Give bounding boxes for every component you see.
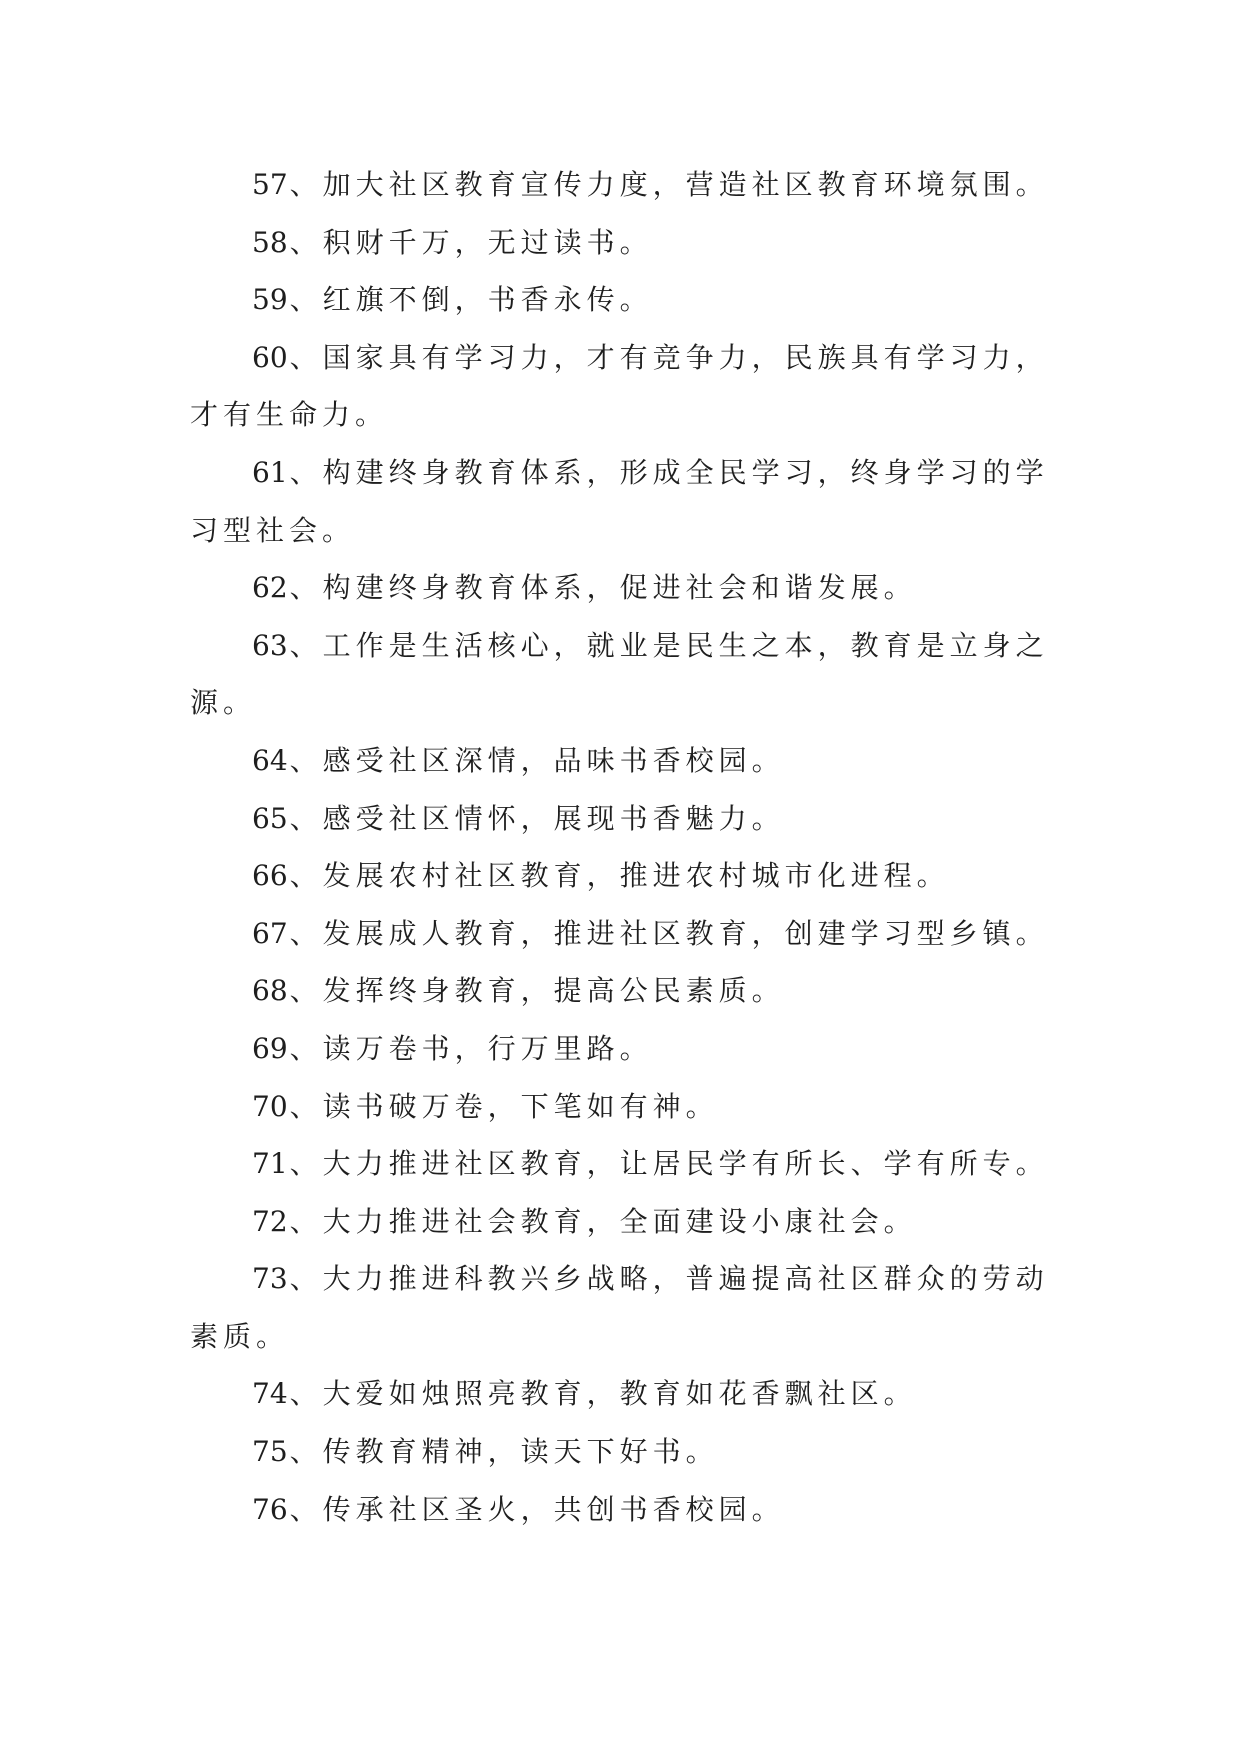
item-number: 59 — [252, 283, 288, 317]
item-text: 、大力推进社区教育，让居民学有所长、学有所专。 — [289, 1147, 1049, 1181]
item-text: 、积财千万，无过读书。 — [289, 225, 653, 259]
list-item — [190, 905, 1050, 963]
item-text: 、工作是生活核心，就业是民生之本，教育是立身之源。 — [190, 628, 1049, 720]
item-number: 57 — [252, 168, 288, 201]
item-text: 、感受社区情怀，展现书香魅力。 — [289, 801, 785, 835]
list-item — [190, 617, 1050, 732]
list-item — [190, 732, 1050, 790]
item-number: 73 — [252, 1262, 288, 1296]
item-text: 、国家具有学习力，才有竞争力，民族具有学习力，才有生命力。 — [190, 340, 1049, 432]
list-item — [190, 156, 1050, 214]
item-number: 69 — [252, 1031, 288, 1065]
item-number: 75 — [252, 1435, 288, 1469]
item-number: 63 — [252, 628, 288, 662]
list-item — [190, 847, 1050, 905]
document-body — [190, 156, 1050, 1538]
item-text: 、读书破万卷，下笔如有神。 — [289, 1089, 719, 1123]
item-text: 、读万卷书，行万里路。 — [289, 1031, 653, 1065]
item-number: 60 — [252, 340, 288, 374]
item-number: 61 — [252, 455, 288, 489]
item-number: 71 — [252, 1147, 288, 1181]
list-item — [190, 1193, 1050, 1251]
item-text: 、大力推进社会教育，全面建设小康社会。 — [289, 1204, 917, 1238]
item-text: 、大力推进科教兴乡战略，普遍提高社区群众的劳动素质。 — [190, 1262, 1049, 1353]
item-text: 、传教育精神，读天下好书。 — [289, 1435, 719, 1469]
item-number: 70 — [252, 1089, 288, 1123]
item-number: 74 — [252, 1377, 288, 1411]
item-number: 72 — [252, 1204, 288, 1238]
item-text: 、感受社区深情，品味书香校园。 — [289, 743, 785, 777]
item-text: 、发挥终身教育，提高公民素质。 — [289, 974, 785, 1008]
list-item — [190, 329, 1050, 444]
list-item — [190, 444, 1050, 559]
item-text: 、发展成人教育，推进社区教育，创建学习型乡镇。 — [289, 916, 1049, 950]
item-number: 66 — [252, 859, 288, 893]
item-text: 、传承社区圣火，共创书香校园。 — [289, 1492, 785, 1526]
item-number: 68 — [252, 974, 288, 1008]
list-item — [190, 790, 1050, 848]
list-item — [190, 1365, 1050, 1423]
item-number: 58 — [252, 225, 288, 259]
list-item — [190, 962, 1050, 1020]
list-item — [190, 271, 1050, 329]
list-item — [190, 1135, 1050, 1193]
item-text: 、发展农村社区教育，推进农村城市化进程。 — [289, 859, 950, 893]
item-number: 62 — [252, 571, 288, 605]
item-text: 、加大社区教育宣传力度，营造社区教育环境氛围。 — [289, 168, 1049, 201]
item-number: 64 — [252, 743, 288, 777]
item-text: 、大爱如烛照亮教育，教育如花香飘社区。 — [289, 1377, 917, 1411]
list-item — [190, 1020, 1050, 1078]
item-text: 、红旗不倒，书香永传。 — [289, 283, 653, 317]
list-item — [190, 1481, 1050, 1539]
list-item — [190, 1078, 1050, 1136]
item-text: 、构建终身教育体系，形成全民学习，终身学习的学习型社会。 — [190, 455, 1049, 547]
list-item — [190, 1250, 1050, 1365]
item-number: 65 — [252, 801, 288, 835]
item-text: 、构建终身教育体系，促进社会和谐发展。 — [289, 571, 917, 605]
list-item — [190, 559, 1050, 617]
list-item — [190, 1423, 1050, 1481]
list-item — [190, 214, 1050, 272]
item-number: 67 — [252, 916, 288, 950]
item-number: 76 — [252, 1492, 288, 1526]
